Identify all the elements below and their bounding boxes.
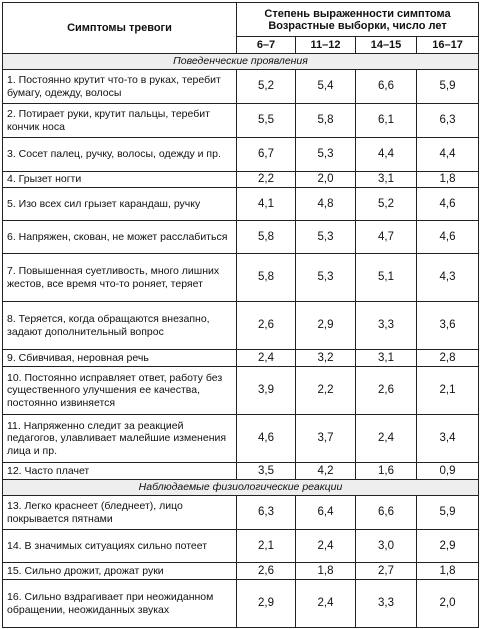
symptom-value: 0,9 (417, 463, 479, 480)
symptom-value: 4,6 (417, 188, 479, 221)
symptom-value: 2,2 (237, 172, 296, 188)
symptom-label: 4. Грызет ногти (3, 172, 237, 188)
table-row (3, 302, 479, 350)
symptom-value: 4,3 (417, 254, 479, 302)
symptom-value: 5,3 (296, 138, 356, 172)
symptom-value: 1,8 (296, 563, 356, 580)
degree-column-header (237, 3, 479, 37)
symptom-value: 5,5 (237, 104, 296, 138)
symptom-label: 14. В значимых ситуациях сильно потеет (3, 530, 237, 563)
symptom-value: 2,9 (237, 580, 296, 628)
table-row (3, 104, 479, 138)
table-row (3, 254, 479, 302)
symptom-value: 2,7 (356, 563, 417, 580)
symptom-value: 6,4 (296, 496, 356, 530)
age-header-6-7: 6–7 (237, 37, 296, 54)
degree-header-line2: Возрастные выборки, число лет (268, 19, 447, 32)
symptom-value: 3,6 (417, 302, 479, 350)
symptom-value: 2,0 (296, 172, 356, 188)
symptom-label: 10. Постоянно исправляет ответ, работу без существенного улучшения ее качества, постоянно извиняется (3, 367, 237, 415)
symptom-value: 2,4 (237, 350, 296, 367)
degree-header-line1: Степень выраженности симптома (264, 7, 451, 20)
symptom-value: 3,4 (417, 415, 479, 463)
symptom-value: 4,2 (296, 463, 356, 480)
age-header-11-12: 11–12 (296, 37, 356, 54)
symptom-value: 2,1 (237, 530, 296, 563)
symptom-value: 5,2 (237, 70, 296, 104)
table-row (3, 350, 479, 367)
symptom-label: 2. Потирает руки, крутит пальцы, теребит кончик носа (3, 104, 237, 138)
symptom-value: 2,6 (356, 367, 417, 415)
document-page (2, 2, 479, 628)
symptom-value: 5,9 (417, 496, 479, 530)
symptom-value: 3,5 (237, 463, 296, 480)
symptom-value: 6,6 (356, 70, 417, 104)
symptoms-column-header: Симптомы тревоги (3, 3, 237, 54)
section-title: Наблюдаемые физиологические реакции (3, 480, 479, 496)
table-row (3, 188, 479, 221)
symptom-label: 16. Сильно вздрагивает при неожиданном обращении, неожиданных звуках (3, 580, 237, 628)
symptom-value: 2,6 (237, 302, 296, 350)
symptom-value: 4,8 (296, 188, 356, 221)
symptom-value: 2,9 (417, 530, 479, 563)
table-row (3, 367, 479, 415)
table-row (3, 415, 479, 463)
table-body (3, 54, 479, 628)
table-row (3, 138, 479, 172)
table-header (3, 3, 479, 54)
symptom-value: 3,3 (356, 302, 417, 350)
table-row (3, 496, 479, 530)
symptom-value: 3,9 (237, 367, 296, 415)
symptom-value: 3,2 (296, 350, 356, 367)
symptom-value: 6,6 (356, 496, 417, 530)
symptom-label: 8. Теряется, когда обращаются внезапно, задают дополнительный вопрос (3, 302, 237, 350)
symptom-value: 4,1 (237, 188, 296, 221)
symptom-value: 5,9 (417, 70, 479, 104)
symptom-label: 6. Напряжен, скован, не может расслабиться (3, 221, 237, 254)
table-row (3, 70, 479, 104)
symptom-value: 1,8 (417, 563, 479, 580)
symptom-value: 2,4 (296, 580, 356, 628)
age-header-16-17: 16–17 (417, 37, 479, 54)
table-row (3, 221, 479, 254)
section-title: Поведенческие проявления (3, 54, 479, 70)
symptom-value: 5,1 (356, 254, 417, 302)
symptom-value: 5,3 (296, 254, 356, 302)
symptom-value: 4,6 (417, 221, 479, 254)
symptom-value: 5,3 (296, 221, 356, 254)
symptom-value: 2,0 (417, 580, 479, 628)
symptom-value: 5,2 (356, 188, 417, 221)
table-row (3, 580, 479, 628)
symptom-value: 6,3 (237, 496, 296, 530)
symptom-value: 4,7 (356, 221, 417, 254)
symptom-value: 6,7 (237, 138, 296, 172)
symptom-value: 5,8 (296, 104, 356, 138)
symptom-value: 5,8 (237, 221, 296, 254)
symptom-value: 3,1 (356, 172, 417, 188)
symptom-label: 1. Постоянно крутит что-то в руках, теребит бумагу, одежду, волосы (3, 70, 237, 104)
symptom-value: 2,1 (417, 367, 479, 415)
anxiety-symptoms-table (2, 2, 479, 628)
table-row (3, 172, 479, 188)
section-row (3, 54, 479, 70)
table-row (3, 530, 479, 563)
symptom-value: 3,1 (356, 350, 417, 367)
symptom-value: 3,3 (356, 580, 417, 628)
symptom-value: 4,4 (417, 138, 479, 172)
symptom-label: 7. Повышенная суетливость, много лишних жестов, все время что-то роняет, теряет (3, 254, 237, 302)
symptom-value: 3,0 (356, 530, 417, 563)
symptom-label: 13. Легко краснеет (бледнеет), лицо покрывается пятнами (3, 496, 237, 530)
symptom-value: 1,6 (356, 463, 417, 480)
table-row (3, 563, 479, 580)
symptom-label: 12. Часто плачет (3, 463, 237, 480)
section-row (3, 480, 479, 496)
symptom-label: 5. Изо всех сил грызет карандаш, ручку (3, 188, 237, 221)
symptom-value: 2,4 (356, 415, 417, 463)
symptom-value: 1,8 (417, 172, 479, 188)
symptom-value: 5,8 (237, 254, 296, 302)
symptom-value: 4,6 (237, 415, 296, 463)
symptom-label: 15. Сильно дрожит, дрожат руки (3, 563, 237, 580)
symptom-value: 5,4 (296, 70, 356, 104)
symptom-value: 2,2 (296, 367, 356, 415)
age-header-14-15: 14–15 (356, 37, 417, 54)
symptom-value: 2,4 (296, 530, 356, 563)
table-row (3, 463, 479, 480)
symptom-value: 2,9 (296, 302, 356, 350)
symptom-value: 2,6 (237, 563, 296, 580)
symptom-label: 11. Напряженно следит за реакцией педагогов, улавливает малейшие изменения лица и пр. (3, 415, 237, 463)
symptom-value: 6,1 (356, 104, 417, 138)
symptom-value: 6,3 (417, 104, 479, 138)
symptom-value: 2,8 (417, 350, 479, 367)
symptom-label: 3. Сосет палец, ручку, волосы, одежду и пр. (3, 138, 237, 172)
symptom-label: 9. Сбивчивая, неровная речь (3, 350, 237, 367)
symptom-value: 3,7 (296, 415, 356, 463)
symptom-value: 4,4 (356, 138, 417, 172)
